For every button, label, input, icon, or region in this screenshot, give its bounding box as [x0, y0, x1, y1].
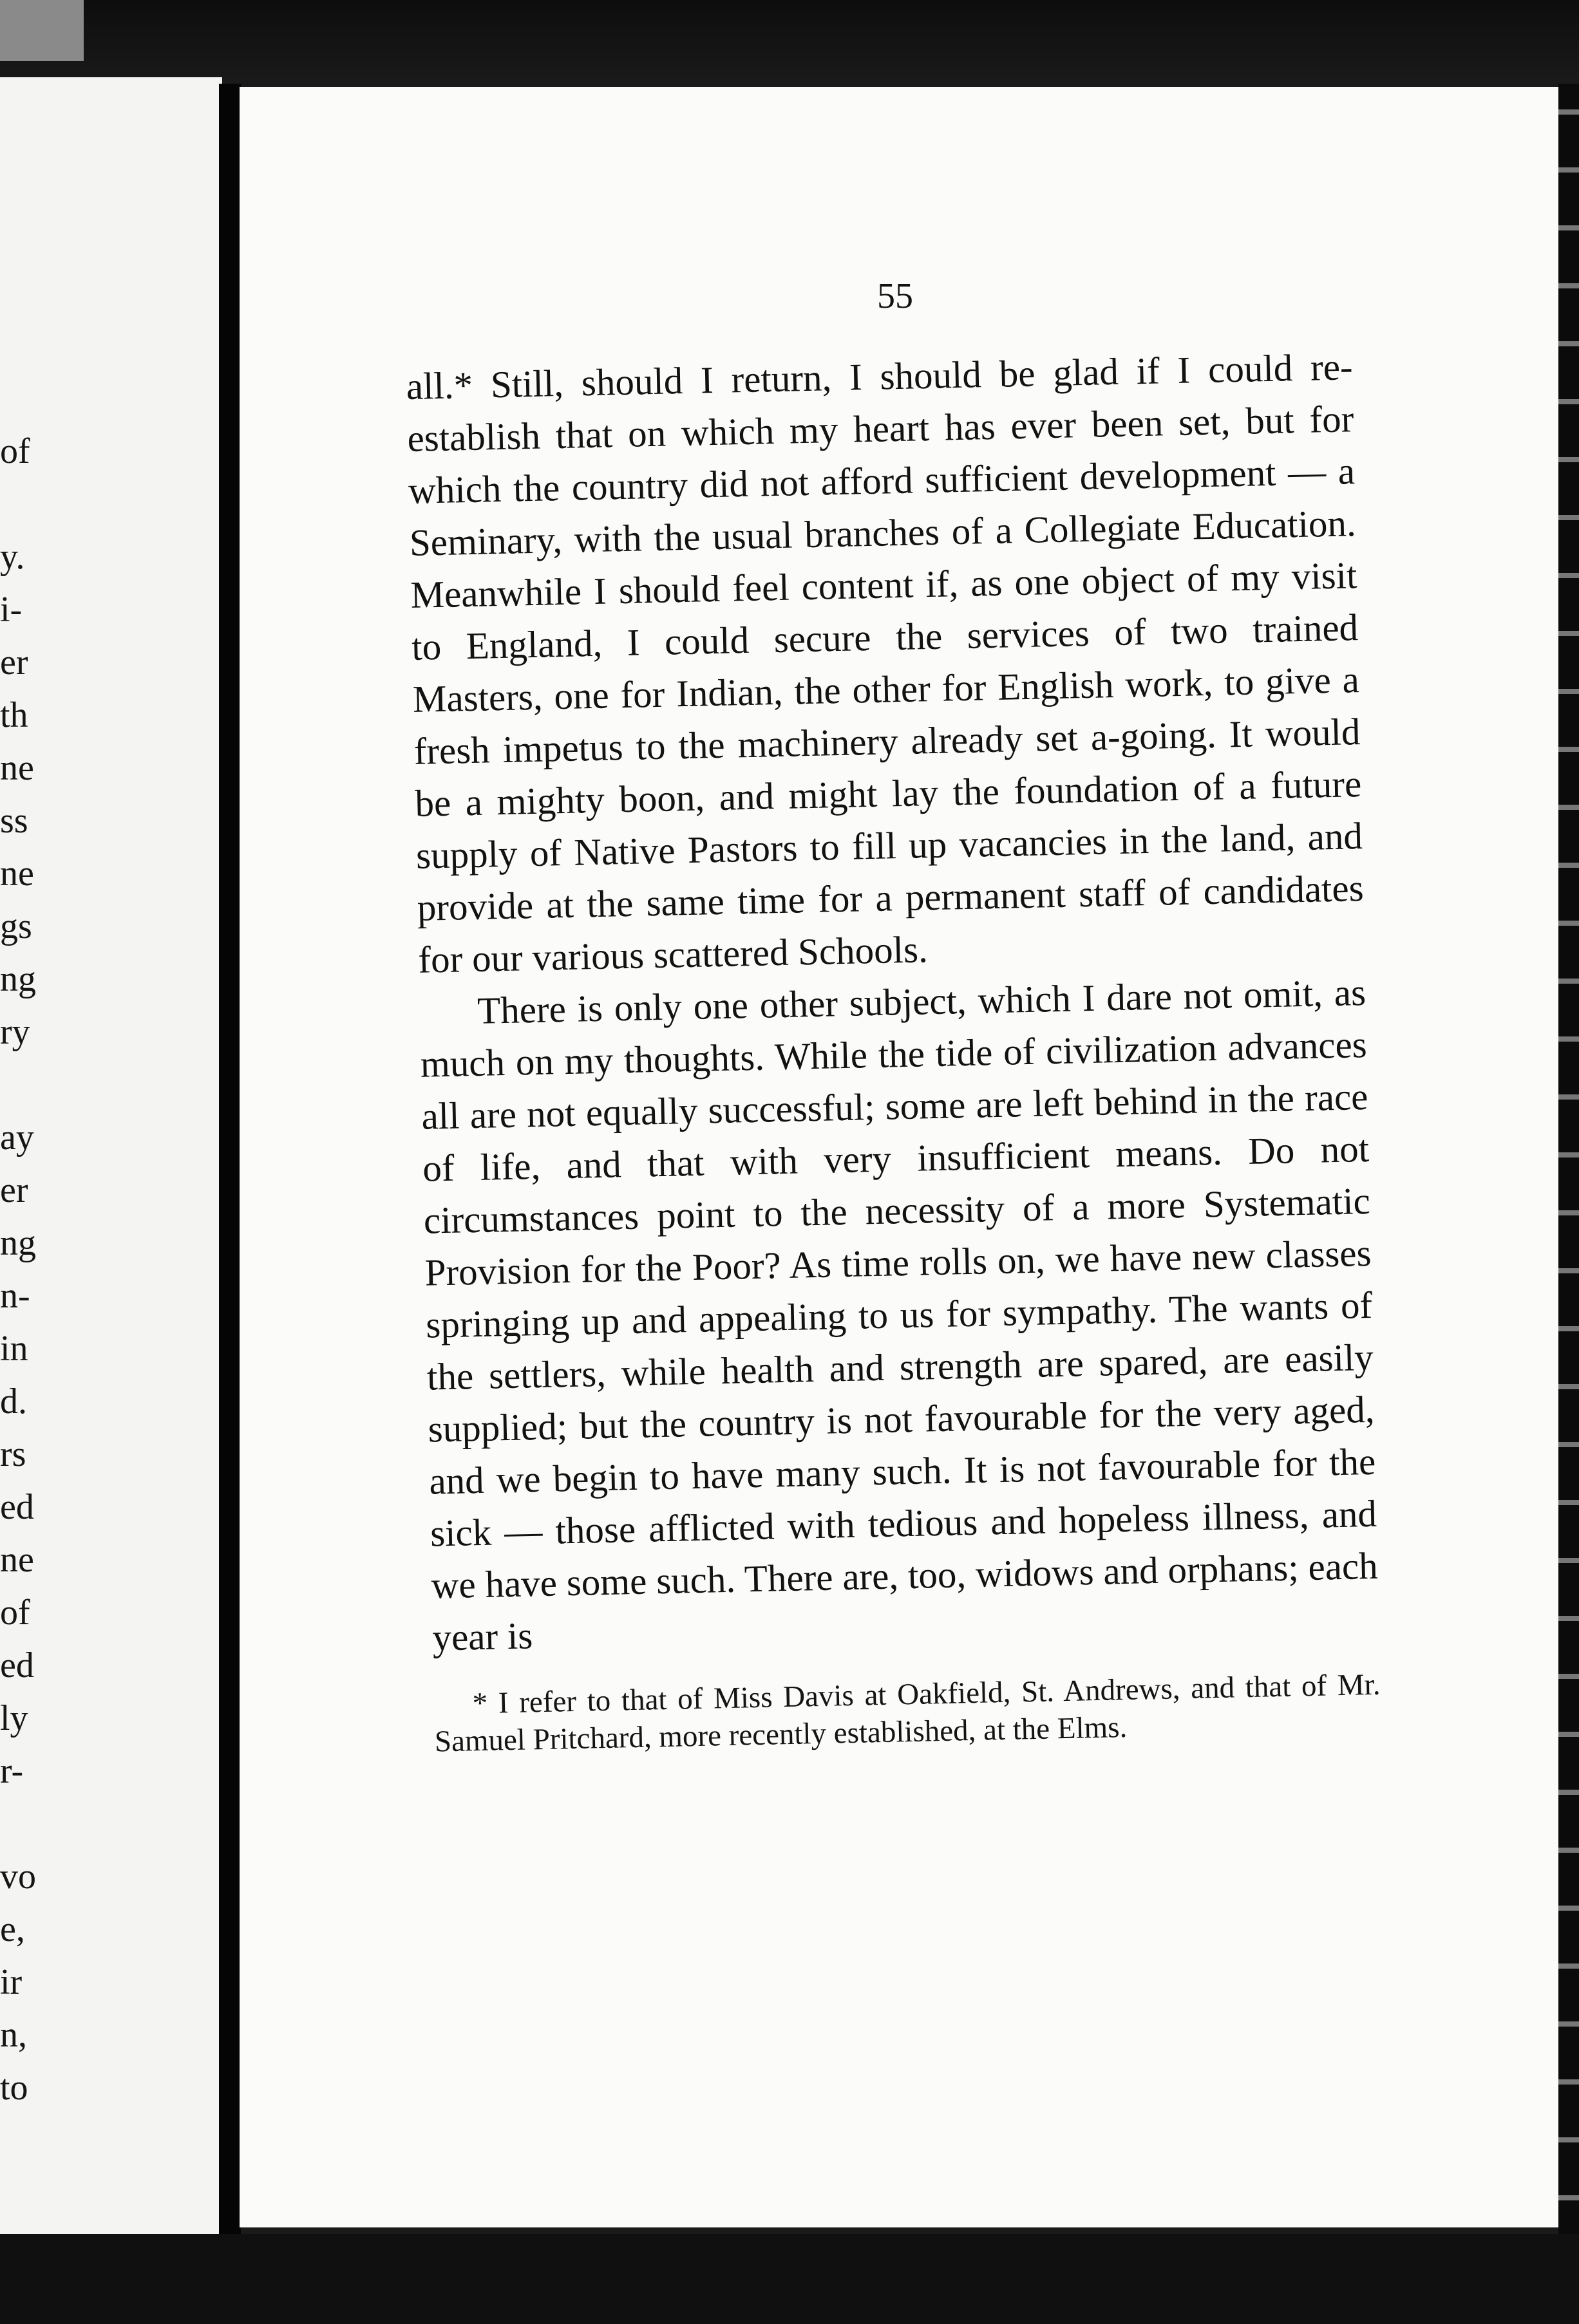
line-fragment: n,: [0, 2015, 27, 2055]
line-fragment: th: [0, 695, 28, 735]
book-gutter: [219, 84, 241, 2247]
line-fragment: [0, 1058, 64, 1111]
line-fragment: [0, 1797, 64, 1850]
line-fragment: ly: [0, 1698, 28, 1738]
line-fragment: ed: [0, 1645, 34, 1685]
paragraph: all.* Still, should I return, I should be glad if I could re-establish that on which my heart has ever been set, but for which the country did not afford sufficient development — a Seminary, with the usual branches of a Collegiate Education. Meanwhile I should feel content if, as one object of my visit to England, I could secure the services of two trained Masters, one for Indian, the other for English work, to give a fresh impetus to the machinery already set a-going. It would be a mighty boon, and might lay the foundation of a future supply of Native Pastors to fill up vacancies in the land, and provide at the same time for a permanent staff of candidates for our various scattered Schools.: [406, 345, 1365, 981]
line-fragment: d.: [0, 1382, 27, 1421]
line-fragment: ss: [0, 801, 28, 841]
line-fragment: n-: [0, 1276, 30, 1316]
scan-bottom-border: [0, 2234, 1579, 2324]
line-fragment: i-: [0, 590, 23, 630]
line-fragment: ng: [0, 959, 36, 999]
line-fragment: of: [0, 431, 30, 471]
paragraph: There is only one other subject, which I dare not omit, as much on my thoughts. While the tide of civilization advances all are not equally successful; some are left behind in the race of life, and that with very insufficient means. Do not circumstances point to the necessity of a more Systematic Provision for the Poor? As time rolls on, we have new classes springing up and appealing to us for sympathy. The wants of the settlers, while health and strength are spared, are easily supplied; but the country is not favourable for the very aged, and we begin to have many such. It is not favourable for the sick — those afflicted with tedious and hopeless illness, and we have some such. There are, too, widows and orphans; each year is: [420, 970, 1379, 1659]
line-fragment: ne: [0, 854, 34, 894]
line-fragment: er: [0, 642, 28, 682]
line-fragment: gs: [0, 906, 32, 946]
line-fragment: ne: [0, 748, 34, 788]
facing-page-line-ends: [0, 425, 64, 2114]
line-fragment: to: [0, 2068, 28, 2108]
page-body: [406, 341, 1381, 1760]
line-fragment: ng: [0, 1223, 36, 1263]
line-fragment: rs: [0, 1434, 26, 1474]
line-fragment: r-: [0, 1751, 24, 1791]
line-fragment: ay: [0, 1118, 34, 1157]
line-fragment: vo: [0, 1857, 36, 1897]
facing-page: [0, 77, 222, 2240]
line-fragment: e,: [0, 1909, 25, 1949]
page-edge: [1558, 84, 1579, 2234]
line-fragment: er: [0, 1170, 28, 1210]
line-fragment: ir: [0, 1962, 23, 2002]
line-fragment: in: [0, 1329, 28, 1369]
line-fragment: of: [0, 1593, 30, 1633]
line-fragment: y.: [0, 537, 25, 577]
line-fragment: ed: [0, 1487, 34, 1527]
line-fragment: ry: [0, 1012, 30, 1052]
line-fragment: ne: [0, 1540, 34, 1580]
line-fragment: [0, 478, 64, 530]
page-number: 55: [877, 276, 913, 316]
footnote: * I refer to that of Miss Davis at Oakfield, St. Andrews, and that of Mr. Samuel Pritchard, more recently established, at the Elms.: [434, 1667, 1381, 1759]
scan-corner: [0, 0, 84, 61]
